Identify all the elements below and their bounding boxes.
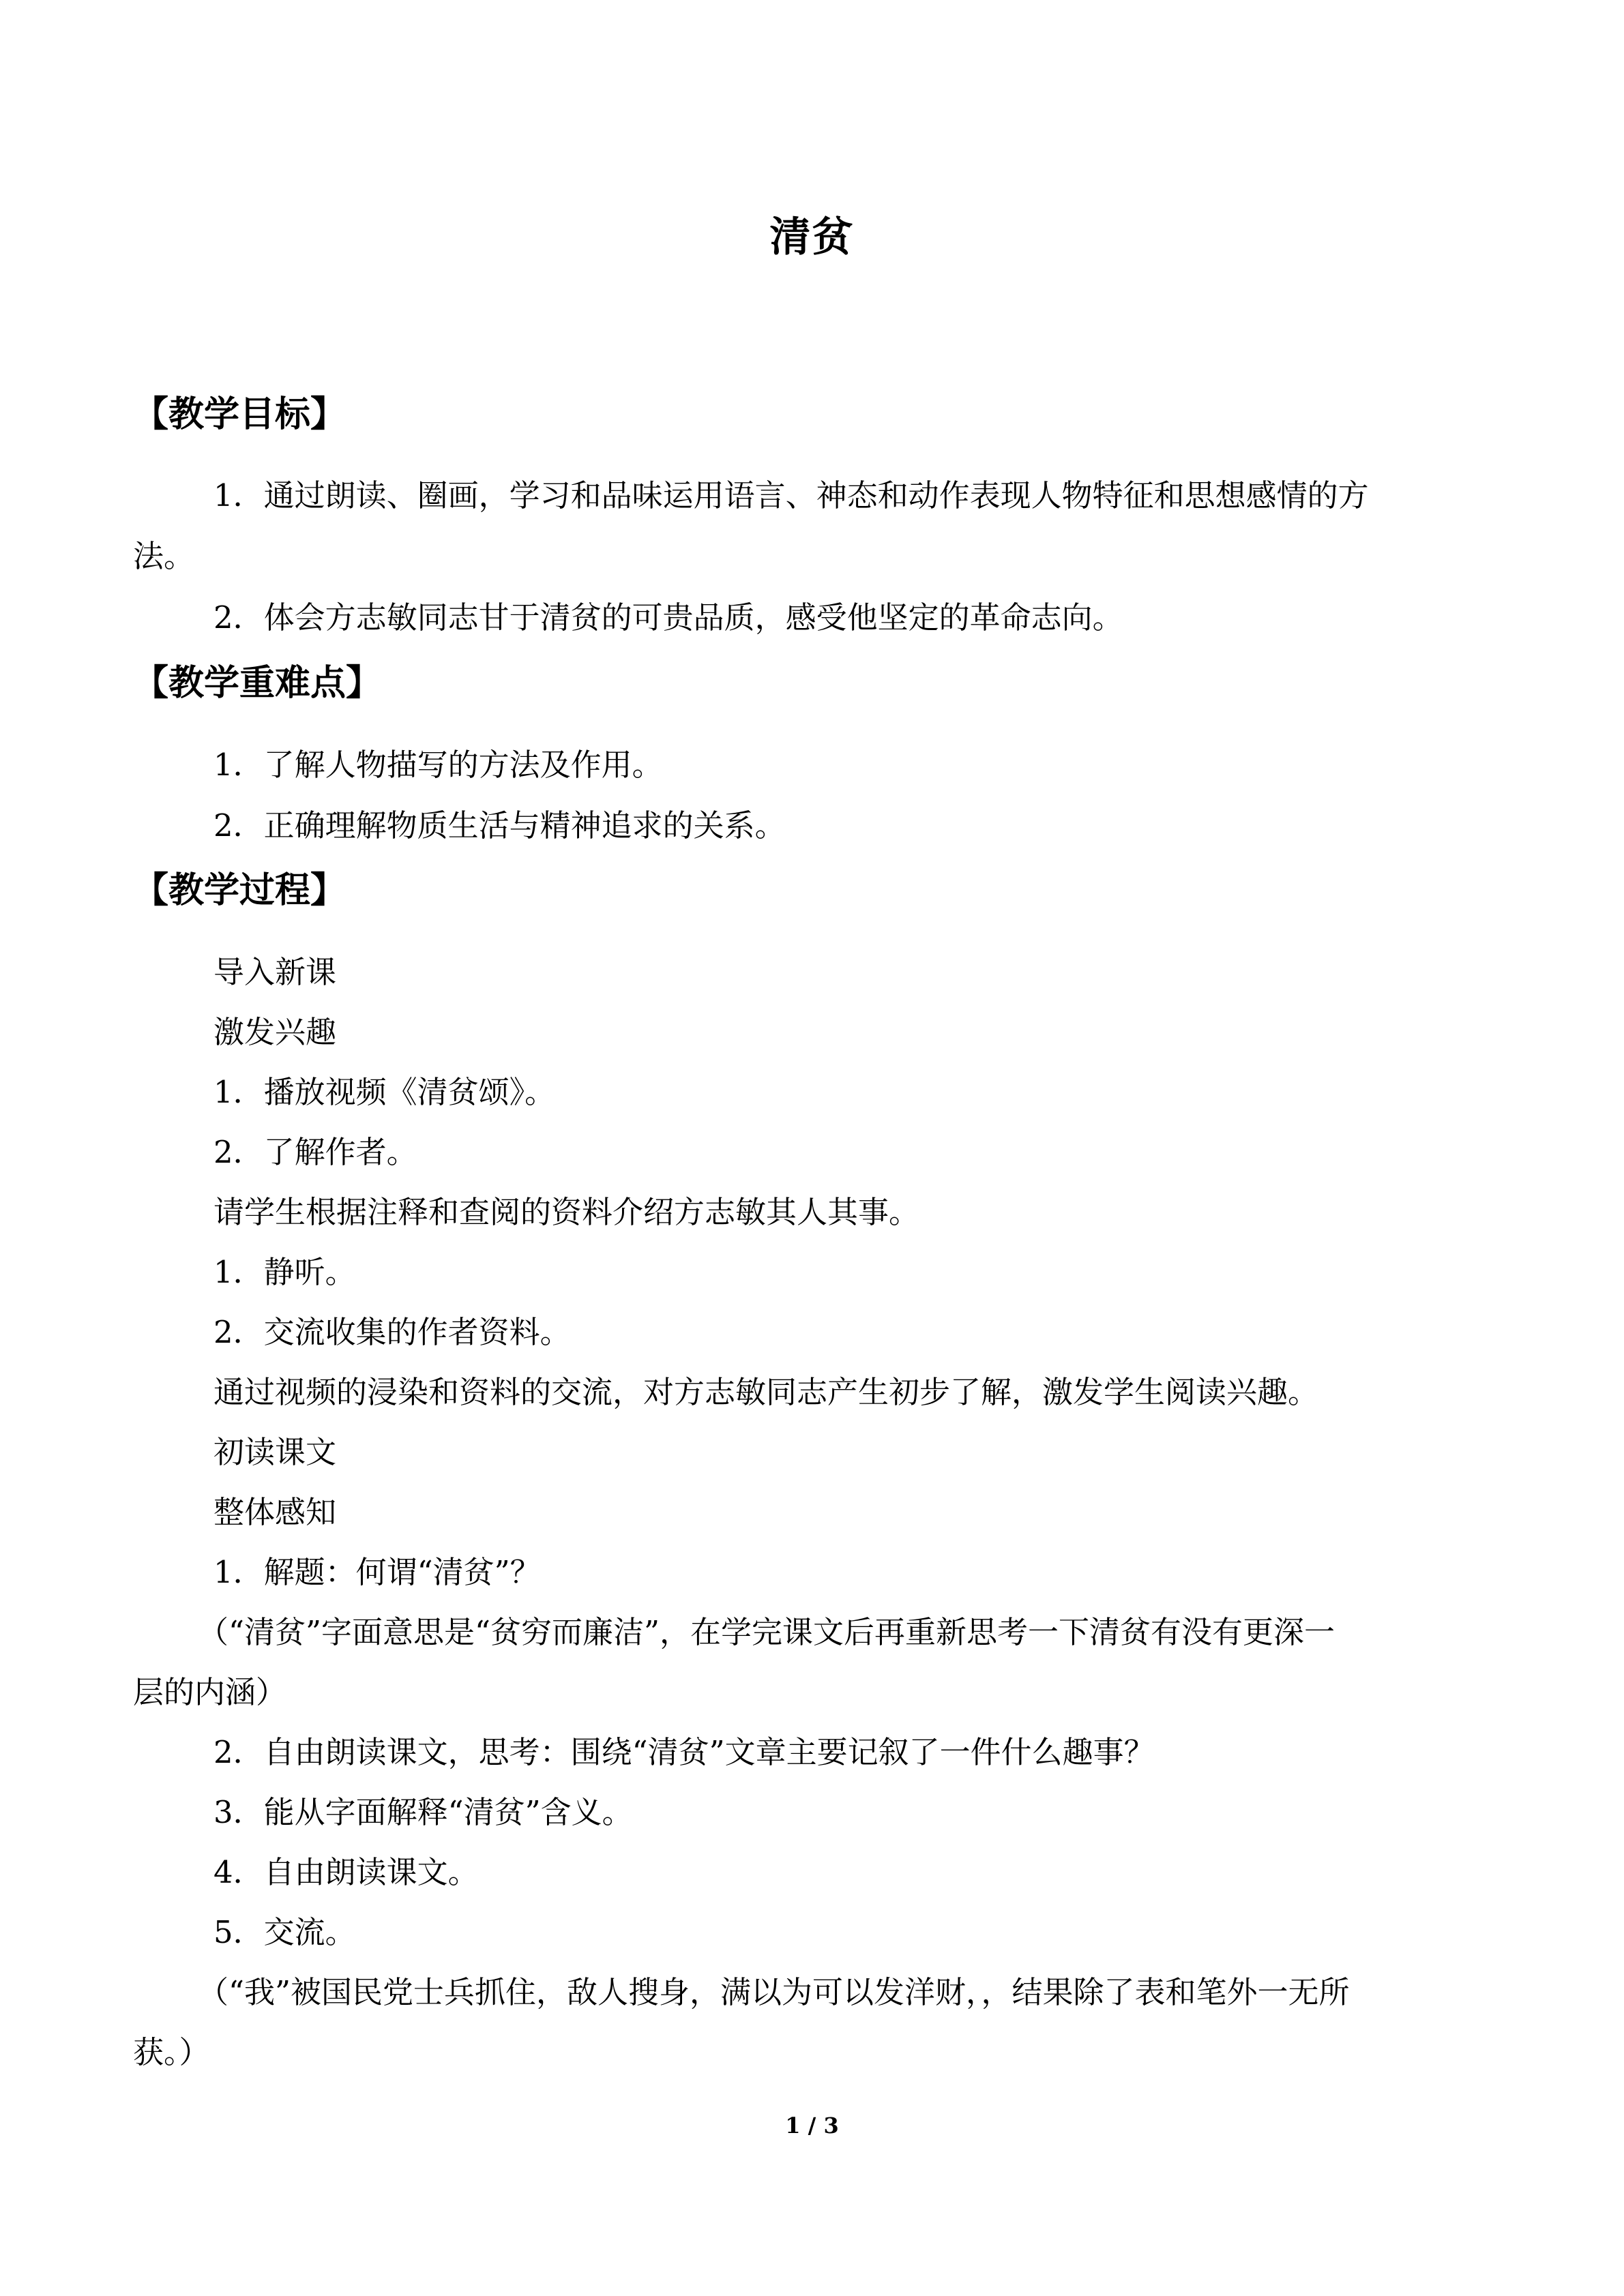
process-line: 导入新课: [213, 954, 337, 990]
process-line: 通过视频的浸染和资料的交流，对方志敏同志产生初步了解，激发学生阅读兴趣。: [213, 1374, 1319, 1410]
process-line: 5．交流。: [213, 1914, 356, 1950]
process-line: 获。）: [133, 2034, 210, 2070]
process-line: 整体感知: [213, 1494, 337, 1530]
process-line: （“我”被国民党士兵抓住，敌人搜身，满以为可以发洋财，，结果除了表和笔外一无所: [198, 1974, 1350, 2010]
process-line: 初读课文: [213, 1434, 337, 1470]
process-line: 请学生根据注释和查阅的资料介绍方志敏其人其事。: [213, 1194, 920, 1230]
process-line: 1．播放视频《清贫颂》。: [213, 1074, 556, 1110]
section-heading-key-points: 【教学重难点】: [133, 663, 382, 704]
process-line: 1．静听。: [213, 1254, 356, 1290]
process-line: 1．解题：何谓“清贫”？: [213, 1554, 541, 1590]
process-line: 2．交流收集的作者资料。: [213, 1314, 571, 1350]
objective-line: 1．通过朗读、圈画，学习和品味运用语言、神态和动作表现人物特征和思想感情的方: [213, 477, 1369, 513]
document-title: 清贫: [769, 213, 855, 261]
process-line: 4．自由朗读课文。: [213, 1854, 479, 1890]
key-point-line: 2．正确理解物质生活与精神追求的关系。: [213, 807, 786, 844]
process-line: 激发兴趣: [213, 1014, 337, 1050]
process-line: 3．能从字面解释“清贫”含义。: [213, 1794, 633, 1830]
process-line: 层的内涵）: [133, 1674, 287, 1710]
process-line: 2．自由朗读课文，思考：围绕“清贫”文章主要记叙了一件什么趣事？: [213, 1734, 1155, 1770]
page-number: 1 / 3: [785, 2113, 839, 2138]
process-line: 2．了解作者。: [213, 1134, 417, 1170]
objective-line: 法。: [133, 538, 195, 574]
objective-line: 2．体会方志敏同志甘于清贫的可贵品质，感受他坚定的革命志向。: [213, 599, 1123, 636]
section-heading-process: 【教学过程】: [133, 870, 346, 911]
process-line: （“清贫”字面意思是“贫穷而廉洁”，在学完课文后再重新思考一下清贫有没有更深一: [198, 1614, 1335, 1650]
key-point-line: 1．了解人物描写的方法及作用。: [213, 747, 663, 783]
section-heading-objectives: 【教学目标】: [133, 394, 346, 435]
